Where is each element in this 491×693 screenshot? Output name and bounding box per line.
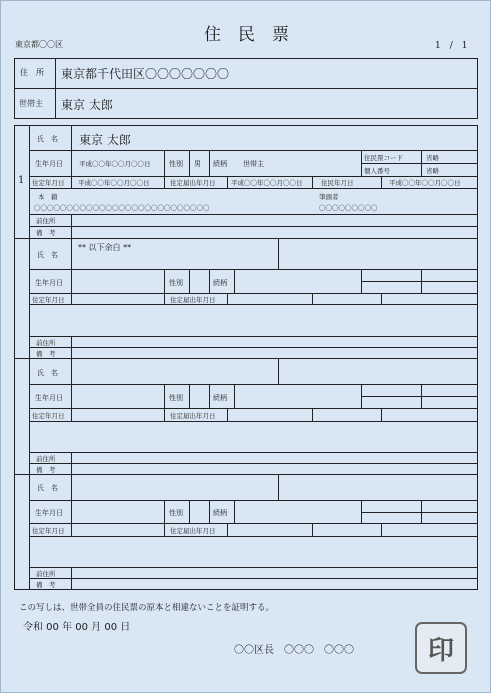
birth-label: 生年月日 <box>35 160 63 168</box>
resident-code-label: 住民票コード <box>364 154 403 162</box>
gender-label: 性別 <box>169 509 183 517</box>
seal-text: 印 <box>427 635 454 666</box>
mayor-signature: 〇〇区長 〇〇〇 〇〇〇 <box>234 645 354 656</box>
remarks-label: 備 考 <box>36 350 56 358</box>
domicile-label: 本 籍 <box>38 193 58 201</box>
relation-label: 続柄 <box>213 394 227 402</box>
document-title: 住 民 票 <box>204 25 289 45</box>
birth-label: 生年月日 <box>35 394 63 402</box>
page-number: 1 / 1 <box>435 41 468 51</box>
residence-date-label: 住定年月日 <box>32 412 65 420</box>
municipality-name: 東京都〇〇区 <box>15 40 63 49</box>
name-label: 氏 名 <box>37 369 58 377</box>
residence-date-value: 平成〇〇年〇〇月〇〇日 <box>78 179 150 187</box>
name-label: 氏 名 <box>37 135 58 143</box>
personal-number-value: 省略 <box>426 167 439 175</box>
prev-address-label: 前住所 <box>36 339 56 347</box>
gender-label: 性別 <box>169 279 183 287</box>
address-label: 住 所 <box>20 68 44 77</box>
residence-date-label: 住定年月日 <box>32 296 65 304</box>
residence-date-label: 住定年月日 <box>32 527 65 535</box>
address-value: 東京都千代田区〇〇〇〇〇〇〇 <box>61 67 230 81</box>
residence-notice-label: 住定届出年月日 <box>170 412 216 420</box>
prev-address-label: 前住所 <box>36 570 56 578</box>
prev-address-label: 前住所 <box>36 455 56 463</box>
domicile-value: 〇〇〇〇〇〇〇〇〇〇〇〇〇〇〇〇〇〇〇〇〇〇〇〇〇〇〇 <box>34 204 210 212</box>
residence-notice-label: 住定届出年月日 <box>170 296 216 304</box>
below-blank-text: ** 以下余白 ** <box>78 243 132 252</box>
remarks-label: 備 考 <box>36 581 56 589</box>
birth-label: 生年月日 <box>35 509 63 517</box>
householder-value: 東京 太郎 <box>61 98 113 112</box>
gender-label: 性別 <box>169 160 183 168</box>
gender-value: 男 <box>194 160 201 168</box>
personal-number-label: 個人番号 <box>364 167 390 175</box>
relation-label: 続柄 <box>213 160 227 168</box>
relation-label: 続柄 <box>213 279 227 287</box>
gender-label: 性別 <box>169 394 183 402</box>
head-label: 筆頭者 <box>319 193 339 201</box>
relation-value: 世帯主 <box>243 160 264 168</box>
birth-label: 生年月日 <box>35 279 63 287</box>
prev-address-label: 前住所 <box>36 217 56 225</box>
issue-date: 令和 00 年 00 月 00 日 <box>23 622 131 633</box>
head-value: 〇〇〇〇〇〇〇〇〇 <box>319 204 378 212</box>
residence-date-label: 住定年月日 <box>32 179 65 187</box>
relation-label: 続柄 <box>213 509 227 517</box>
remarks-label: 備 考 <box>36 229 56 237</box>
resident-code-value: 省略 <box>426 154 439 162</box>
name-label: 氏 名 <box>37 251 58 259</box>
residence-notice-label: 住定届出年月日 <box>170 179 216 187</box>
remarks-label: 備 考 <box>36 466 56 474</box>
name-label: 氏 名 <box>37 484 58 492</box>
resident-since-value: 平成〇〇年〇〇月〇〇日 <box>389 179 461 187</box>
householder-label: 世帯主 <box>19 99 43 108</box>
residence-notice-value: 平成〇〇年〇〇月〇〇日 <box>231 179 303 187</box>
certification-text: この写しは、世帯全員の住民票の原本と相違ないことを証明する。 <box>19 603 275 613</box>
residence-notice-label: 住定届出年月日 <box>170 527 216 535</box>
name-value: 東京 太郎 <box>79 133 131 147</box>
official-seal <box>415 622 467 674</box>
resident-since-label: 住民年月日 <box>321 179 354 187</box>
record-index: 1 <box>18 175 25 186</box>
birth-value: 平成〇〇年〇〇月〇〇日 <box>79 160 151 168</box>
